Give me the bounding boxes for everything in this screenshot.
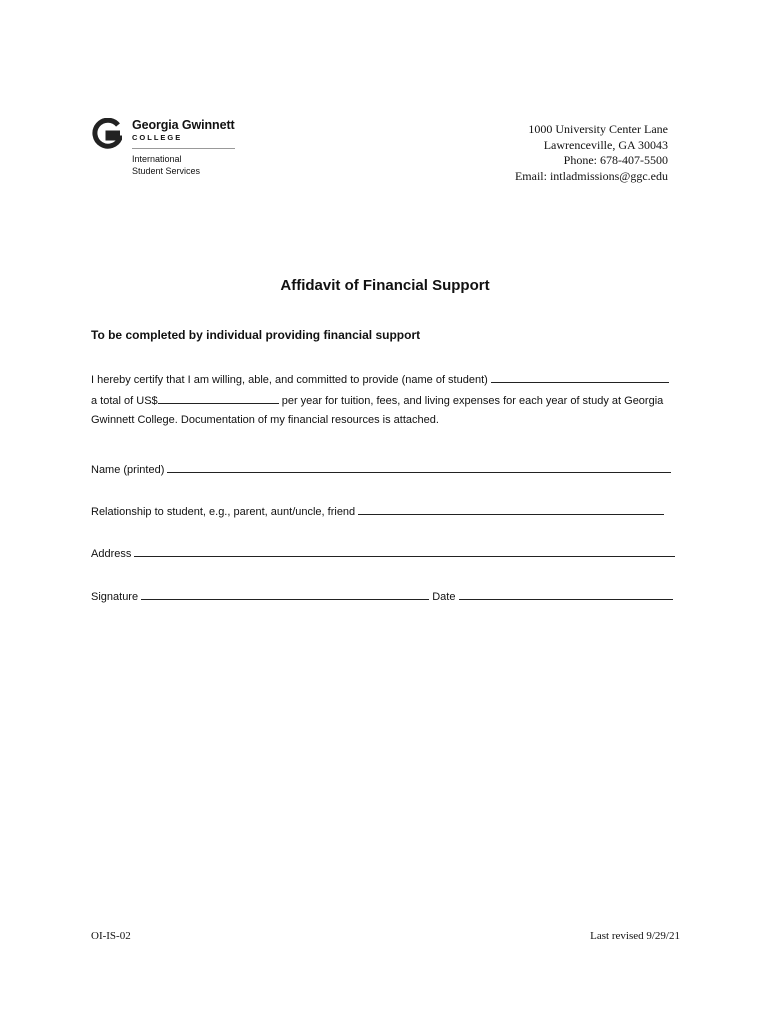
form-title: Affidavit of Financial Support bbox=[280, 277, 490, 294]
signature-label: Signature bbox=[91, 591, 139, 603]
address-blank[interactable] bbox=[134, 547, 675, 557]
address-city: Lawrenceville, GA 30043 bbox=[543, 137, 668, 152]
address-street: 1000 University Center Lane bbox=[528, 122, 668, 136]
form-code: OI-IS-02 bbox=[91, 930, 131, 942]
certify-line-1 bbox=[91, 373, 669, 386]
certify-text-2b: per year for tuition, fees, and living expenses for each year of study at Georgia bbox=[281, 395, 664, 407]
student-name-blank[interactable] bbox=[491, 373, 669, 383]
logo-department-line1: International bbox=[132, 154, 182, 164]
college-logo bbox=[92, 118, 242, 180]
address-email: Email: intladmissions@ggc.edu bbox=[514, 168, 668, 183]
relationship-field bbox=[91, 505, 664, 518]
revision-date: Last revised 9/29/21 bbox=[590, 930, 680, 942]
date-label: Date bbox=[432, 591, 456, 603]
signature-blank[interactable] bbox=[141, 590, 429, 600]
logo-name: Georgia Gwinnett bbox=[132, 118, 235, 132]
logo-department-line2: Student Services bbox=[132, 166, 201, 176]
logo-subtitle: COLLEGE bbox=[132, 133, 183, 142]
name-label: Name (printed) bbox=[91, 464, 165, 476]
amount-blank[interactable] bbox=[158, 394, 279, 404]
certify-line-2 bbox=[91, 394, 663, 407]
form-subtitle: To be completed by individual providing financial support bbox=[91, 328, 421, 342]
name-field bbox=[91, 463, 671, 476]
signature-field bbox=[91, 590, 673, 603]
relationship-label: Relationship to student, e.g., parent, aunt/uncle, friend bbox=[91, 506, 356, 518]
address-block bbox=[515, 122, 668, 184]
address-label: Address bbox=[91, 548, 132, 560]
certify-text-2a: a total of US$ bbox=[91, 395, 158, 407]
address-phone: Phone: 678-407-5500 bbox=[563, 153, 668, 167]
name-blank[interactable] bbox=[167, 463, 671, 473]
certify-text-1: I hereby certify that I am willing, able, and committed to provide (name of student) bbox=[91, 374, 488, 386]
address-field bbox=[91, 547, 675, 560]
college-g-logo-icon bbox=[92, 118, 122, 150]
certify-line-3: Gwinnett College. Documentation of my financial resources is attached. bbox=[91, 414, 439, 426]
logo-divider bbox=[132, 148, 235, 149]
date-blank[interactable] bbox=[459, 590, 673, 600]
relationship-blank[interactable] bbox=[358, 505, 664, 515]
